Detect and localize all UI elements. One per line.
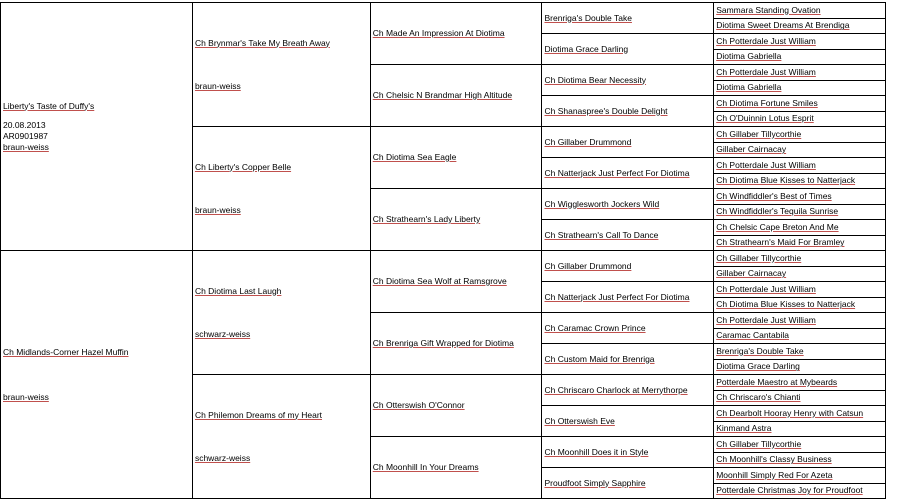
gen1-dam-name[interactable]: Ch Midlands-Corner Hazel Muffin xyxy=(3,346,129,357)
gen5-cell xyxy=(714,18,886,34)
gen2-dd-cell xyxy=(192,375,370,499)
gen3-name[interactable]: Ch Otterswish O'Connor xyxy=(372,400,465,410)
gen2-dd-color[interactable]: schwarz-weiss xyxy=(194,452,251,463)
gen2-sd-color[interactable]: braun-weiss xyxy=(194,204,241,215)
gen4-cell xyxy=(542,96,714,127)
gen2-ss-cell xyxy=(192,3,370,127)
gen5-cell xyxy=(714,158,886,174)
gen5-cell xyxy=(714,49,886,65)
gen3-cell xyxy=(370,127,542,189)
gen4-cell xyxy=(542,189,714,220)
gen4-cell xyxy=(542,158,714,189)
gen1-sire-date: 20.08.2013 xyxy=(3,119,46,130)
gen4-cell xyxy=(542,251,714,282)
gen4-cell xyxy=(542,406,714,437)
gen5-name[interactable]: Diotima Gabriella xyxy=(716,82,782,93)
gen1-dam-color[interactable]: braun-weiss xyxy=(3,391,49,402)
gen5-name[interactable]: Gillaber Cairnacay xyxy=(716,144,787,155)
gen5-name[interactable]: Sammara Standing Ovation xyxy=(716,4,821,15)
gen5-name[interactable]: Ch O'Duinnin Lotus Esprit xyxy=(716,113,814,124)
gen5-cell xyxy=(714,282,886,298)
gen5-name[interactable]: Kinmand Astra xyxy=(716,423,772,434)
gen5-name[interactable]: Diotima Sweet Dreams At Brendiga xyxy=(716,20,850,31)
gen5-cell xyxy=(714,328,886,344)
gen5-name[interactable]: Ch Potterdale Just William xyxy=(716,283,816,294)
gen5-cell xyxy=(714,80,886,96)
gen5-name[interactable]: Ch Diotima Blue Kisses to Natterjack xyxy=(716,299,856,310)
gen5-cell xyxy=(714,204,886,220)
gen1-sire-reg: AR0901987 xyxy=(3,130,48,141)
gen5-name[interactable]: Gillaber Cairnacay xyxy=(716,268,787,279)
gen2-ds-cell xyxy=(192,251,370,375)
gen3-sss-name[interactable]: Ch Made An Impression At Diotima xyxy=(372,28,505,38)
gen4-cell xyxy=(542,437,714,468)
gen2-ds-name[interactable]: Ch Diotima Last Laugh xyxy=(194,285,282,296)
gen5-cell xyxy=(714,220,886,236)
gen1-dam-cell xyxy=(1,251,193,499)
gen3-name[interactable]: Ch Diotima Sea Wolf at Ramsgrove xyxy=(372,276,507,286)
gen5-name[interactable]: Potterdale Maestro at Mybeards xyxy=(716,376,838,387)
gen5-cell xyxy=(714,483,886,499)
gen4-name[interactable]: Ch Gillaber Drummond xyxy=(544,260,632,271)
gen3-cell xyxy=(370,313,542,375)
gen5-cell xyxy=(714,344,886,360)
gen5-name[interactable]: Caramac Cantabila xyxy=(716,330,789,341)
gen5-name[interactable]: Ch Gillaber Tillycorthie xyxy=(716,438,802,449)
gen5-name[interactable]: Ch Chriscaro's Chianti xyxy=(716,392,801,403)
gen2-ss-name[interactable]: Ch Brynmar's Take My Breath Away xyxy=(194,37,330,48)
gen5-cell xyxy=(714,111,886,127)
gen5-cell xyxy=(714,437,886,453)
gen5-cell xyxy=(714,65,886,81)
gen4-cell xyxy=(542,34,714,65)
gen3-name[interactable]: Ch Strathearn's Lady Liberty xyxy=(372,214,481,224)
gen4-cell xyxy=(542,220,714,251)
gen3-cell xyxy=(370,189,542,251)
gen4-name[interactable]: Ch Natterjack Just Perfect For Diotima xyxy=(544,167,690,178)
gen5-cell xyxy=(714,313,886,329)
gen2-sd-name[interactable]: Ch Liberty's Copper Belle xyxy=(194,161,292,172)
gen5-name[interactable]: Ch Potterdale Just William xyxy=(716,159,816,170)
gen4-cell xyxy=(542,65,714,96)
gen4-name[interactable]: Ch Gillaber Drummond xyxy=(544,136,632,147)
gen4-ssss-cell xyxy=(542,3,714,34)
gen5-name[interactable]: Moonhill Simply Red For Azeta xyxy=(716,469,833,480)
gen5-name[interactable]: Ch Gillaber Tillycorthie xyxy=(716,128,802,139)
gen5-cell xyxy=(714,251,886,267)
gen4-name[interactable]: Ch Moonhill Does it in Style xyxy=(544,446,649,457)
gen1-sire-name[interactable]: Liberty's Taste of Duffy's xyxy=(3,100,95,111)
gen5-name[interactable]: Ch Strathearn's Maid For Bramley xyxy=(716,237,845,248)
gen4-cell xyxy=(542,344,714,375)
gen5-name[interactable]: Ch Potterdale Just William xyxy=(716,35,816,46)
gen3-sss-cell xyxy=(370,3,542,65)
gen4-ssss-name[interactable]: Brenriga's Double Take xyxy=(544,12,632,23)
gen5-name[interactable]: Ch Gillaber Tillycorthie xyxy=(716,252,802,263)
gen5-name[interactable]: Ch Windfiddler's Tequila Sunrise xyxy=(716,206,839,217)
gen5-cell xyxy=(714,406,886,422)
gen3-name[interactable]: Ch Chelsic N Brandmar High Altitude xyxy=(372,90,513,100)
gen2-sd-cell xyxy=(192,127,370,251)
gen4-name[interactable]: Proudfoot Simply Sapphire xyxy=(544,477,646,488)
gen3-cell xyxy=(370,375,542,437)
gen5-name[interactable]: Ch Diotima Fortune Smiles xyxy=(716,97,818,108)
gen5-name[interactable]: Ch Chelsic Cape Breton And Me xyxy=(716,221,839,232)
gen4-name[interactable]: Ch Chriscaro Charlock at Merrythorpe xyxy=(544,384,688,395)
gen5-cell xyxy=(714,235,886,251)
gen2-dd-name[interactable]: Ch Philemon Dreams of my Heart xyxy=(194,409,323,420)
gen5-cell xyxy=(714,452,886,468)
gen2-ss-color[interactable]: braun-weiss xyxy=(194,80,241,91)
gen4-cell xyxy=(542,375,714,406)
gen3-cell xyxy=(370,65,542,127)
gen5-name[interactable]: Ch Windfiddler's Best of Times xyxy=(716,190,832,201)
gen5-name[interactable]: Ch Diotima Blue Kisses to Natterjack xyxy=(716,175,856,186)
gen5-cell xyxy=(714,96,886,112)
gen4-cell xyxy=(542,127,714,158)
gen5-name[interactable]: Brenriga's Double Take xyxy=(716,345,804,356)
gen5-cell xyxy=(714,297,886,313)
gen1-sire-cell xyxy=(1,3,193,251)
gen5-cell xyxy=(714,173,886,189)
gen4-name[interactable]: Ch Caramac Crown Prince xyxy=(544,322,646,333)
gen5-cell xyxy=(714,468,886,484)
gen5-cell xyxy=(714,266,886,282)
gen5-cell xyxy=(714,359,886,375)
gen3-name[interactable]: Ch Brenriga Gift Wrapped for Diotima xyxy=(372,338,514,348)
pedigree-table xyxy=(0,2,886,499)
gen5-cell xyxy=(714,127,886,143)
gen5-name[interactable]: Ch Dearbolt Hooray Henry with Catsun xyxy=(716,407,864,418)
gen5-cell xyxy=(714,3,886,19)
gen3-cell xyxy=(370,437,542,499)
gen3-name[interactable]: Ch Moonhill In Your Dreams xyxy=(372,462,479,472)
gen4-name[interactable]: Ch Wigglesworth Jockers Wild xyxy=(544,198,660,209)
gen5-cell xyxy=(714,375,886,391)
gen5-cell xyxy=(714,142,886,158)
gen5-cell xyxy=(714,34,886,50)
gen3-cell xyxy=(370,251,542,313)
gen5-cell xyxy=(714,189,886,205)
gen4-name[interactable]: Ch Otterswish Eve xyxy=(544,415,615,426)
gen4-cell xyxy=(542,468,714,499)
gen1-sire-color[interactable]: braun-weiss xyxy=(3,141,49,152)
gen4-name[interactable]: Ch Strathearn's Call To Dance xyxy=(544,229,659,240)
gen4-name[interactable]: Ch Natterjack Just Perfect For Diotima xyxy=(544,291,690,302)
gen4-name[interactable]: Ch Diotima Bear Necessity xyxy=(544,74,647,85)
gen4-name[interactable]: Ch Custom Maid for Brenriga xyxy=(544,353,655,364)
gen3-name[interactable]: Ch Diotima Sea Eagle xyxy=(372,152,457,162)
gen5-name[interactable]: Ch Moonhill's Classy Business xyxy=(716,454,832,465)
gen4-name[interactable]: Ch Shanaspree's Double Delight xyxy=(544,105,668,116)
gen5-name[interactable]: Diotima Gabriella xyxy=(716,51,782,62)
gen5-cell xyxy=(714,421,886,437)
gen5-cell xyxy=(714,390,886,406)
gen4-name[interactable]: Diotima Grace Darling xyxy=(544,43,629,54)
gen5-name[interactable]: Ch Potterdale Just William xyxy=(716,314,816,325)
gen5-name[interactable]: Ch Potterdale Just William xyxy=(716,66,816,77)
gen4-cell xyxy=(542,313,714,344)
gen5-name[interactable]: Potterdale Christmas Joy for Proudfoot xyxy=(716,485,863,496)
gen5-name[interactable]: Diotima Grace Darling xyxy=(716,361,800,372)
gen4-cell xyxy=(542,282,714,313)
gen2-ds-color[interactable]: schwarz-weiss xyxy=(194,328,251,339)
